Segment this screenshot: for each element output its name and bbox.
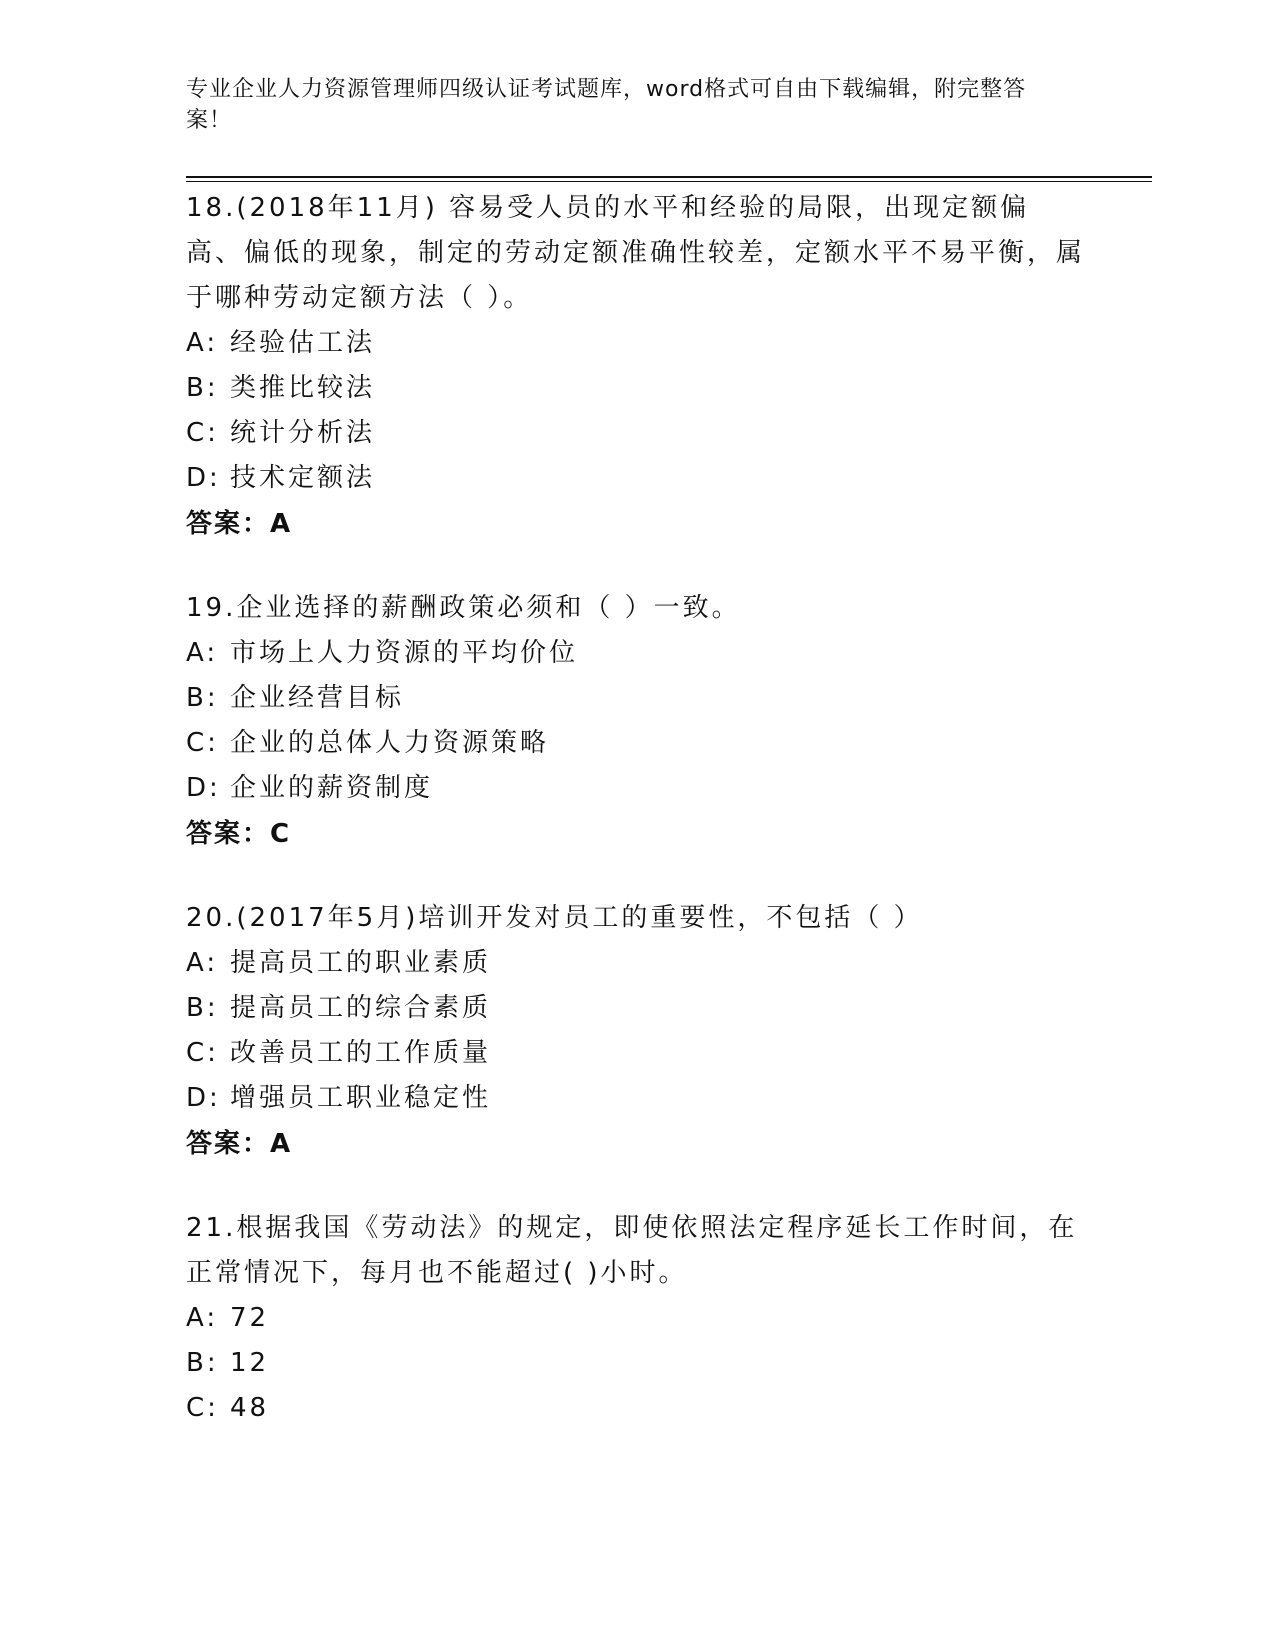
option-text: 72: [230, 1303, 270, 1333]
option-c: [186, 1031, 1086, 1076]
question-18: [186, 186, 1086, 547]
option-b: [186, 366, 1086, 411]
option-letter: C:: [186, 418, 219, 448]
option-text: 企业经营目标: [230, 683, 405, 713]
option-text: 48: [230, 1393, 270, 1423]
answer-line: 答案：C: [186, 819, 292, 849]
option-a: [186, 321, 1086, 366]
option-text: 增强员工职业稳定性: [230, 1083, 492, 1113]
option-letter: D:: [186, 463, 221, 493]
document-header: 专业企业人力资源管理师四级认证考试题库，word格式可自由下载编辑，附完整答案！: [186, 77, 1027, 133]
option-text: 改善员工的工作质量: [230, 1038, 492, 1068]
option-b: [186, 1341, 1086, 1386]
option-text: 统计分析法: [230, 418, 376, 448]
question-stem: 18.(2018年11月) 容易受人员的水平和经验的局限，出现定额偏高、偏低的现象，制定的劳动定额准确性较差，定额水平不易平衡，属于哪种劳动定额方法（ ）。: [186, 193, 1086, 313]
option-letter: C:: [186, 728, 219, 758]
option-d: [186, 1076, 1086, 1121]
answer-line: 答案：A: [186, 509, 293, 539]
option-letter: C:: [186, 1038, 219, 1068]
option-a: [186, 631, 1086, 676]
option-text: 提高员工的综合素质: [230, 993, 492, 1023]
option-text: 类推比较法: [230, 373, 376, 403]
question-stem: 21.根据我国《劳动法》的规定，即使依照法定程序延长工作时间，在正常情况下，每月也不能超过( )小时。: [186, 1213, 1078, 1288]
question-list: [186, 186, 1086, 1470]
option-a: [186, 941, 1086, 986]
option-c: [186, 721, 1086, 766]
option-a: [186, 1296, 1086, 1341]
option-text: 经验估工法: [230, 328, 376, 358]
question-19: [186, 586, 1086, 857]
option-letter: A:: [186, 328, 219, 358]
answer-line: 答案：A: [186, 1129, 293, 1159]
option-b: [186, 986, 1086, 1031]
option-c: [186, 1386, 1086, 1431]
option-letter: D:: [186, 1083, 221, 1113]
question-stem: 20.(2017年5月)培训开发对员工的重要性，不包括（ ）: [186, 903, 923, 933]
question-20: [186, 896, 1086, 1167]
question-21: [186, 1206, 1086, 1431]
option-text: 提高员工的职业素质: [230, 948, 492, 978]
option-text: 12: [230, 1348, 270, 1378]
option-text: 企业的薪资制度: [230, 773, 434, 803]
option-letter: B:: [186, 373, 219, 403]
header-rule-thick: [186, 176, 1152, 178]
option-letter: B:: [186, 683, 219, 713]
option-d: [186, 456, 1086, 501]
option-letter: B:: [186, 1348, 219, 1378]
header-rule-thin: [186, 181, 1152, 182]
question-stem: 19.企业选择的薪酬政策必须和（ ）一致。: [186, 593, 741, 623]
option-c: [186, 411, 1086, 456]
option-letter: D:: [186, 773, 221, 803]
option-d: [186, 766, 1086, 811]
option-letter: A:: [186, 948, 219, 978]
option-text: 企业的总体人力资源策略: [230, 728, 550, 758]
option-letter: A:: [186, 1303, 219, 1333]
option-text: 市场上人力资源的平均价位: [230, 638, 579, 668]
option-letter: A:: [186, 638, 219, 668]
option-letter: B:: [186, 993, 219, 1023]
option-b: [186, 676, 1086, 721]
option-letter: C:: [186, 1393, 219, 1423]
option-text: 技术定额法: [230, 463, 376, 493]
